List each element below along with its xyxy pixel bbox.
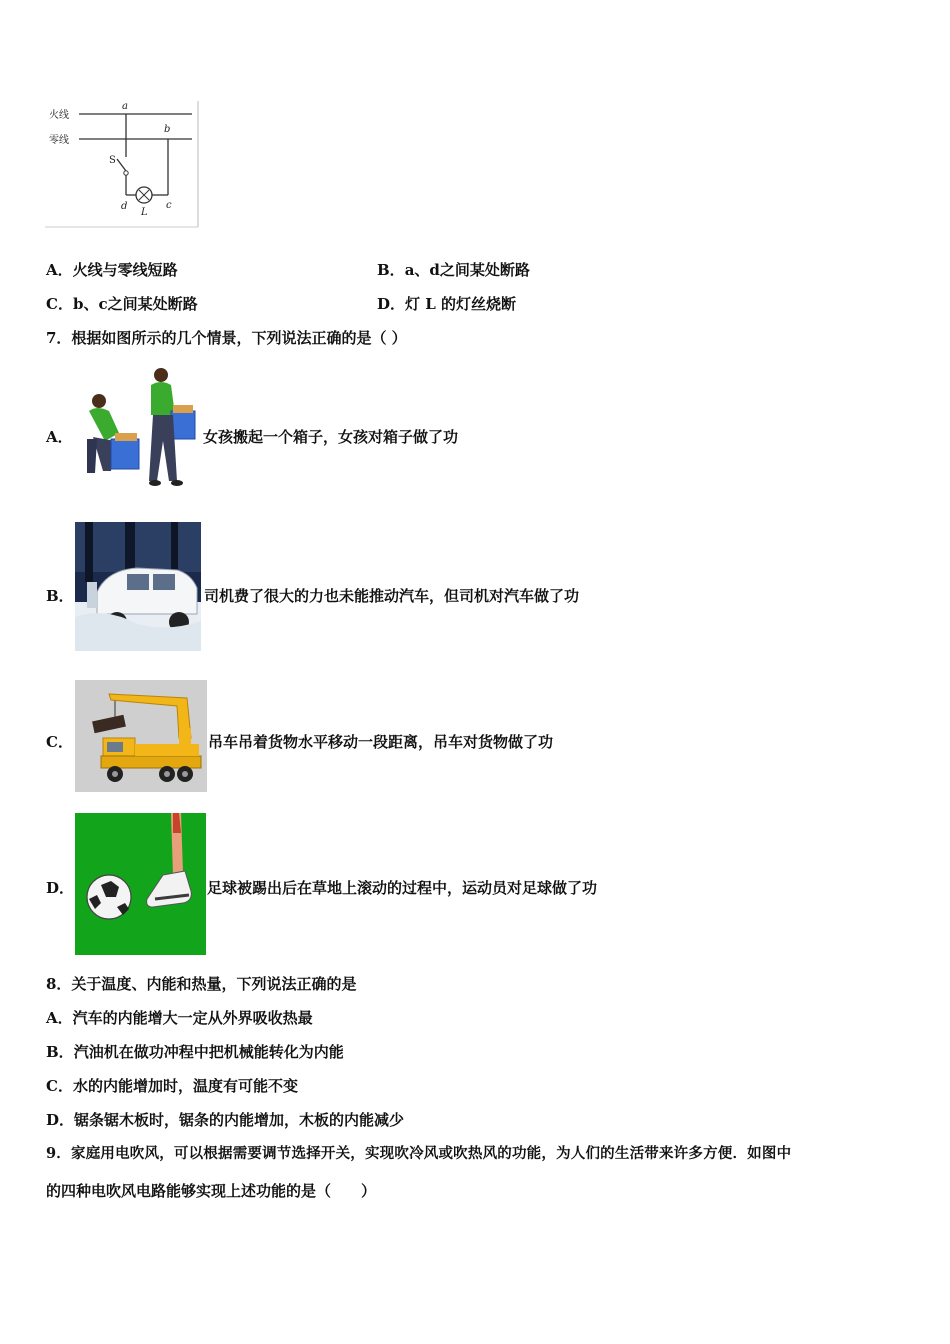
- q7-option-a-letter: A．: [46, 428, 73, 446]
- soccer-kick-image: [75, 813, 206, 955]
- point-b-label: b: [164, 124, 171, 135]
- q6-option-c: C．b、c之间某处断路: [46, 295, 198, 313]
- point-a-label: a: [122, 101, 128, 112]
- point-d-label: d: [121, 201, 128, 212]
- q7-option-b-letter: B．: [46, 587, 74, 605]
- live-wire-label: 火线: [49, 110, 69, 121]
- q7-option-b-text: 司机费了很大的力也未能推动汽车，但司机对汽车做了功: [204, 587, 580, 605]
- switch-label: S: [109, 155, 116, 166]
- q9-stem-line2: 的四种电吹风电路能够实现上述功能的是（ ）: [46, 1182, 377, 1200]
- q7-option-c-text: 吊车吊着货物水平移动一段距离，吊车对货物做了功: [208, 733, 554, 751]
- q8-option-c: C．水的内能增加时，温度有可能不变: [46, 1077, 298, 1095]
- q8-option-a: A．汽车的内能增大一定从外界吸收热最: [46, 1009, 313, 1027]
- crane-truck-image: [75, 680, 207, 792]
- q7-option-d-letter: D．: [46, 879, 75, 897]
- circuit-diagram: [45, 99, 201, 229]
- lamp-label: L: [141, 207, 148, 218]
- driver-pushing-car-image: [75, 522, 201, 651]
- q7-option-c-letter: C．: [46, 733, 73, 751]
- girl-lifting-box-image: [75, 365, 200, 490]
- q8-stem: 8．关于温度、内能和热量，下列说法正确的是: [46, 975, 357, 993]
- q6-option-d: D．灯 L 的灯丝烧断: [377, 295, 517, 313]
- neutral-wire-label: 零线: [49, 135, 69, 146]
- q8-option-d: D．锯条锯木板时，锯条的内能增加，木板的内能减少: [46, 1111, 405, 1129]
- q6-option-a: A．火线与零线短路: [46, 261, 178, 279]
- q9-stem-line1: 9．家庭用电吹风，可以根据需要调节选择开关，实现吹冷风或吹热风的功能，为人们的生活带来许多方便．如图中: [46, 1145, 792, 1162]
- q7-stem: 7．根据如图所示的几个情景，下列说法正确的是（ ）: [46, 329, 407, 347]
- q8-option-b: B．汽油机在做功冲程中把机械能转化为内能: [46, 1043, 344, 1061]
- q6-option-b: B．a、d之间某处断路: [377, 261, 530, 279]
- point-c-label: c: [166, 200, 172, 211]
- q7-option-a-text: 女孩搬起一个箱子，女孩对箱子做了功: [203, 428, 459, 446]
- q7-option-d-text: 足球被踢出后在草地上滚动的过程中，运动员对足球做了功: [207, 879, 598, 897]
